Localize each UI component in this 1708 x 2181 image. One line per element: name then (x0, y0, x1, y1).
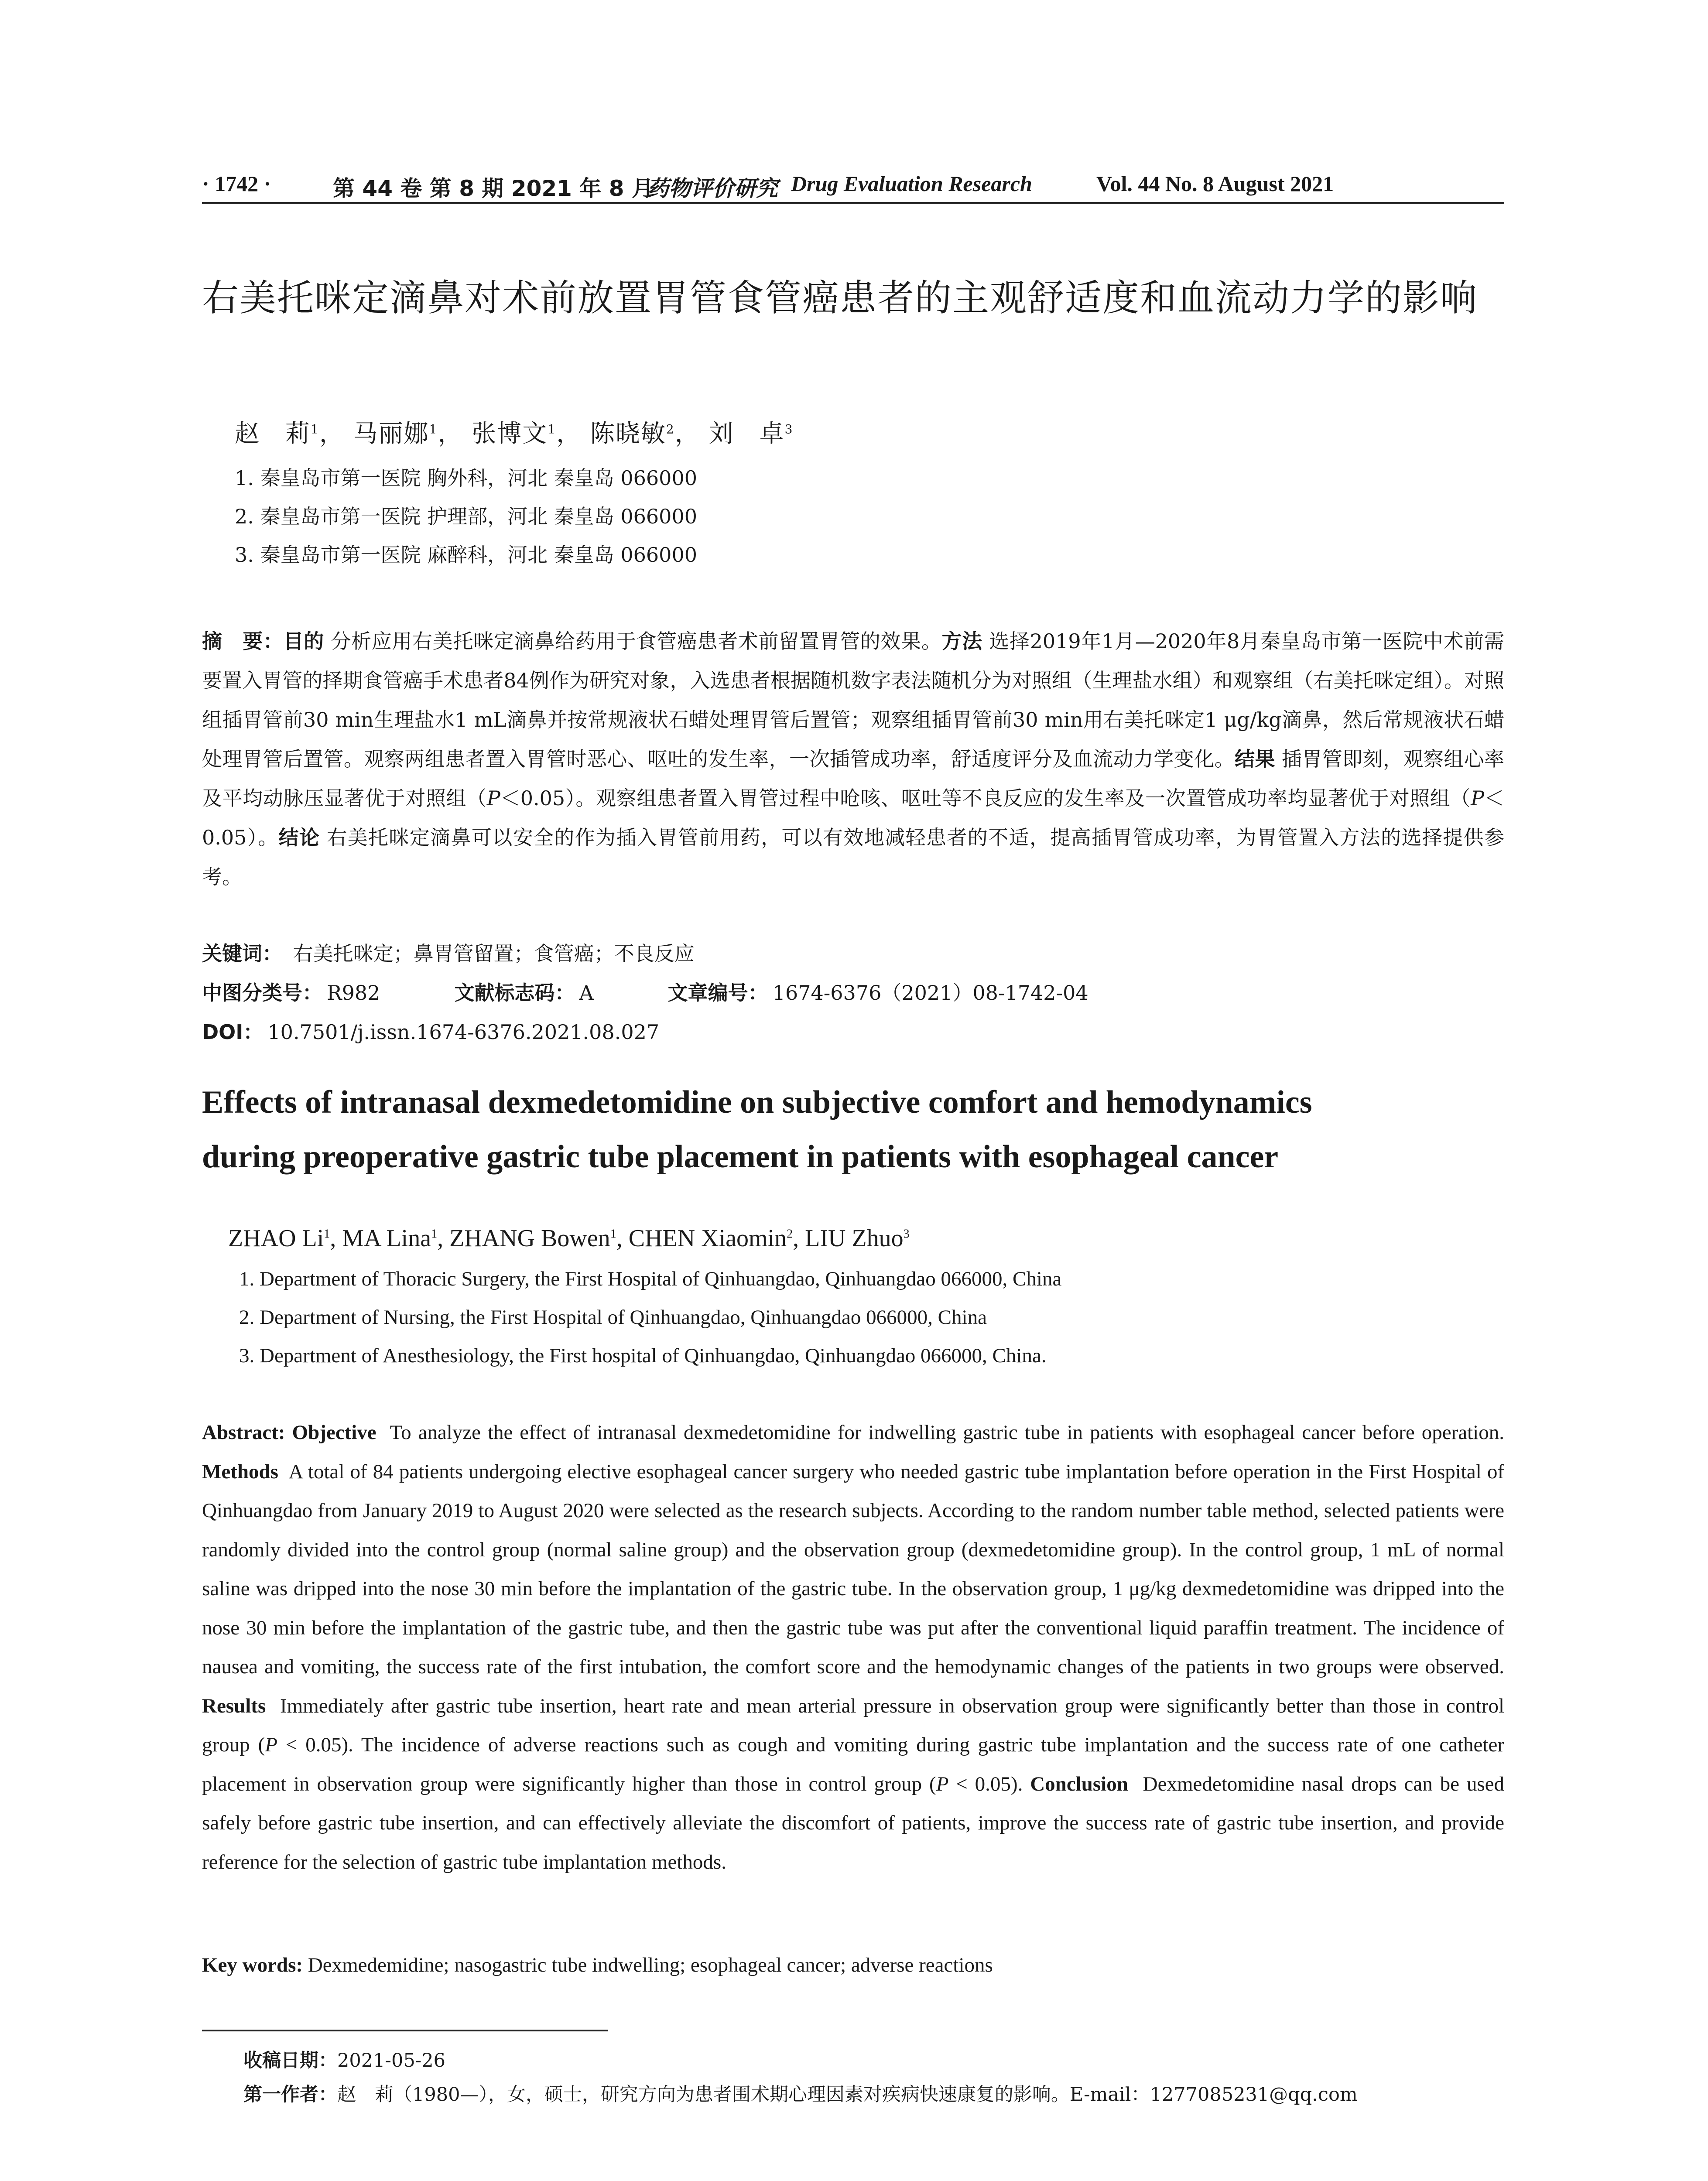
clc-value: R982 (327, 981, 380, 1005)
author-name: CHEN Xiaomin (628, 1225, 787, 1252)
received-value: 2021-05-26 (337, 2050, 445, 2072)
journal-name-en: Drug Evaluation Research (791, 171, 1032, 196)
results-label: Results (202, 1694, 266, 1717)
article-no-label: 文章编号： (667, 981, 768, 1005)
affiliation-en-1: 1. Department of Thoracic Surgery, the First Hospital of Qinhuangdao, Qinhuangdao 066000, China (239, 1268, 1062, 1290)
abstract-en (202, 1413, 1504, 1882)
author-affil-mark: 1 (431, 1227, 438, 1241)
author-affil-mark: 3 (903, 1227, 910, 1241)
doi-value: 10.7501/j.issn.1674-6376.2021.08.027 (267, 1020, 660, 1044)
article-no-value: 1674-6376（2021）08-1742-04 (772, 981, 1088, 1005)
methods-text: A total of 84 patients undergoing elective esophageal cancer surgery who needed gastric tube implantation before operation in the First Hospital of Qinhuangdao from January 2019 to August 2020 were selected as the research subjects. According to the random number table method, selected patients were randomly divided into the control group (normal saline group) and the observation group (dexmedetomidine group). In the control group, 1 mL of normal saline was dripped into the nose 30 min before the implantation of the gastric tube. In the observation group, 1 μg/kg dexmedetomidine was dripped into the nose 30 min before the implantation of the gastric tube, and then the gastric tube was put after the conventional liquid paraffin treatment. The incidence of nausea and vomiting, the success rate of the first intubation, the comfort score and the hemodynamic changes of the patients in two groups were observed. (202, 1460, 1504, 1678)
clc-label: 中图分类号： (202, 981, 322, 1005)
objective-label: 目的 (283, 629, 325, 653)
methods-label: 方法 (941, 629, 982, 653)
abstract-cn (202, 622, 1504, 896)
results-text: Immediately after gastric tube insertion, heart rate and mean arterial pressure in observation group were significantly better than those in control group ( (202, 1694, 1505, 1756)
affiliation-en-2: 2. Department of Nursing, the First Hospital of Qinhuangdao, Qinhuangdao 066000, China (239, 1306, 987, 1329)
author-name: ZHANG Bowen (449, 1225, 610, 1252)
affiliation-cn-2: 2. 秦皇岛市第一医院 护理部，河北 秦皇岛 066000 (235, 505, 697, 528)
first-author-label: 第一作者： (243, 2084, 337, 2106)
affiliation-cn-3: 3. 秦皇岛市第一医院 麻醉科，河北 秦皇岛 066000 (235, 543, 697, 567)
keywords-en (202, 1953, 993, 1977)
author-name: 刘 卓 (709, 420, 785, 448)
keywords-label: Key words: (202, 1954, 303, 1976)
conclusion-label: Conclusion (1030, 1772, 1128, 1795)
issue-info-cn: 第 44 卷 第 8 期 2021 年 8 月 (333, 176, 654, 201)
title-line: during preoperative gastric tube placement in patients with esophageal cancer (202, 1139, 1279, 1175)
affiliation-cn-1: 1. 秦皇岛市第一医院 胸外科，河北 秦皇岛 066000 (235, 466, 697, 490)
p-symbol: P (265, 1733, 277, 1756)
results-text: 插胃管即刻，观察组心率及平均动脉压显著优于对照组（ (202, 747, 1505, 810)
results-text: ＜0.05）。观察组患者置入胃管过程中呛咳、呕吐等不良反应的发生率及一次置管成功率均显著优于对照组（ (500, 786, 1471, 810)
conclusion-label: 结论 (278, 826, 320, 849)
abstract-label: Abstract: (202, 1421, 285, 1444)
conclusion-text: Dexmedetomidine nasal drops can be used safely before gastric tube insertion, and can effectively alleviate the discomfort of patients, improve the success rate of gastric tube insertion, and provide reference for the selection of gastric tube implantation methods. (202, 1772, 1505, 1873)
doi-line (202, 1016, 659, 1045)
classification-line (202, 977, 1088, 1006)
keywords-cn (202, 938, 695, 967)
results-text: ＜0.05）。 (202, 786, 1505, 849)
conclusion-text: 右美托咪定滴鼻可以安全的作为插入胃管前用药，可以有效地减轻患者的不适，提高插胃管成功率，为胃管置入方法的选择提供参考。 (202, 826, 1505, 889)
author-affil-mark: 1 (610, 1227, 616, 1241)
keywords-text: Dexmedemidine; nasogastric tube indwelling; esophageal cancer; adverse reactions (308, 1954, 993, 1976)
author-name: MA Lina (342, 1225, 431, 1252)
results-text: < 0.05). (948, 1772, 1023, 1795)
first-author-note (243, 2080, 1358, 2106)
author-name: 赵 莉 (235, 420, 311, 448)
p-symbol: P (486, 786, 500, 810)
author-list-en: ZHAO Li$^1$, MA Lina$^1$, ZHANG Bowen$^1$, CHEN Xiaomin$^2$, LIU Zhuo$^3$ (228, 1225, 910, 1252)
author-name: 陈晓敏 (590, 420, 666, 448)
affiliation-en-3: 3. Department of Anesthesiology, the First hospital of Qinhuangdao, Qinhuangdao 066000, China. (239, 1344, 1047, 1367)
author-affil-mark: 2 (666, 422, 675, 437)
author-affil-mark: 2 (787, 1227, 793, 1241)
p-symbol: P (1471, 786, 1485, 810)
objective-text: To analyze the effect of intranasal dexmedetomidine for indwelling gastric tube in patients with esophageal cancer before operation. (390, 1421, 1504, 1444)
doc-code-label: 文献标志码： (454, 981, 575, 1005)
article-title-en (202, 1075, 1504, 1184)
first-author-value: 赵 莉（1980—），女，硕士，研究方向为患者围术期心理因素对疾病快速康复的影响。E-mail：1277085231@qq.com (337, 2084, 1358, 2106)
title-line: Effects of intranasal dexmedetomidine on subjective comfort and hemodynamics (202, 1084, 1312, 1120)
issue-info-en: Vol. 44 No. 8 August 2021 (1096, 171, 1334, 196)
methods-text: 选择2019年1月—2020年8月秦皇岛市第一医院中术前需要置入胃管的择期食管癌手术患者84例作为研究对象，入选患者根据随机数字表法随机分为对照组（生理盐水组）和观察组（右美托咪定组）。对照组插胃管前30 min生理盐水1 mL滴鼻并按常规液状石蜡处理胃管后置管；观察组插胃管前30 min用右美托咪定1 μg/kg滴鼻，然后常规液状石蜡处理胃管后置管。观察两组患者置入胃管时恶心、呕吐的发生率，一次插管成功率，舒适度评分及血流动力学变化。 (202, 629, 1505, 771)
keywords-text: 右美托咪定；鼻胃管留置；食管癌；不良反应 (293, 942, 695, 965)
author-list-cn: 赵 莉$^1$， 马丽娜$^1$， 张博文$^1$， 陈晓敏$^2$， 刘 卓$^3$ (235, 420, 794, 448)
methods-label: Methods (202, 1460, 278, 1483)
doi-label: DOI： (202, 1020, 264, 1044)
running-header (202, 171, 1504, 202)
author-name: LIU Zhuo (805, 1225, 904, 1252)
keywords-label: 关键词： (202, 942, 282, 965)
author-affil-mark: 1 (324, 1227, 330, 1241)
p-symbol: P (936, 1772, 949, 1795)
author-affil-mark: 1 (429, 422, 438, 437)
author-name: 马丽娜 (353, 420, 429, 448)
doc-code-value: A (579, 981, 594, 1005)
abstract-label: 摘 要： (202, 629, 284, 653)
objective-text: 分析应用右美托咪定滴鼻给药用于食管癌患者术前留置胃管的效果。 (331, 629, 942, 653)
author-affil-mark: 3 (784, 422, 794, 437)
author-name: 张博文 (472, 420, 548, 448)
results-label: 结果 (1235, 747, 1275, 771)
author-affil-mark: 1 (548, 422, 557, 437)
received-label: 收稿日期： (243, 2050, 337, 2072)
journal-logo-cn: 药物评价研究 (647, 175, 778, 201)
page-number: · 1742 · (202, 171, 271, 196)
author-name: ZHAO Li (228, 1225, 324, 1252)
results-text: < 0.05). The incidence of adverse reactions such as cough and vomiting during gastric tube implantation and the success rate of one catheter placement in observation group were significantly higher than those in control group ( (202, 1733, 1504, 1795)
received-date-note (243, 2046, 445, 2072)
author-affil-mark: 1 (311, 422, 319, 437)
objective-label: Objective (292, 1421, 377, 1444)
header-rule (202, 202, 1504, 204)
article-title-cn: 右美托咪定滴鼻对术前放置胃管食管癌患者的主观舒适度和血流动力学的影响 (202, 277, 1478, 319)
footnote-rule (202, 2030, 608, 2031)
